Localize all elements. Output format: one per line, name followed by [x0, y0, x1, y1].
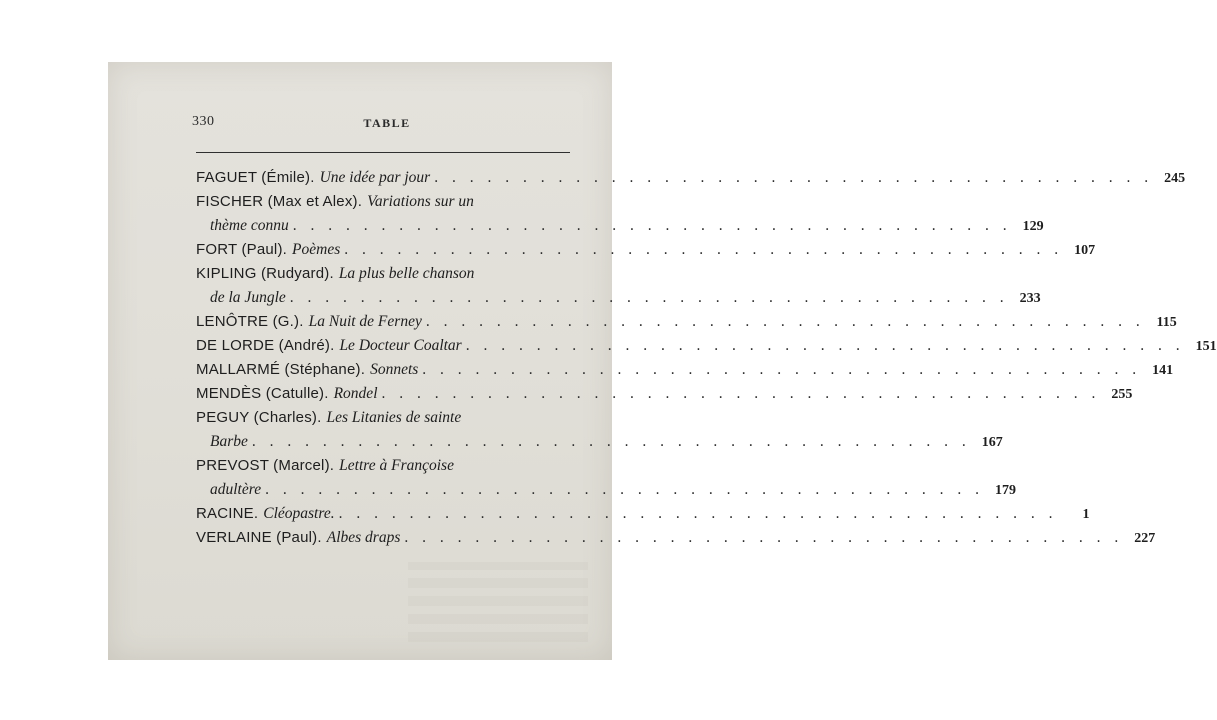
entry-work: Sonnets [370, 361, 419, 378]
entry-work: La plus belle chanson [338, 265, 475, 282]
toc-entry-mallarme [196, 358, 1174, 382]
entry-author: KIPLING (Rudyard). [196, 265, 334, 282]
dot-leader: . . . . . . . . . . . . . . . . . . . . . . . . . . . . . . . . . . . . . . . . . [422, 361, 1142, 378]
entry-author: FORT (Paul). [196, 241, 288, 258]
entry-work-continued: de la Jungle [210, 289, 286, 306]
entry-author: MENDÈS (Catulle). [196, 385, 329, 402]
dot-leader: . . . . . . . . . . . . . . . . . . . . . . . . . . . . . . . . . . . . . . . . . [425, 313, 1145, 330]
entry-work-continued: thème connu [210, 217, 289, 234]
entry-work: Variations sur un [367, 193, 474, 210]
entry-work: Une idée par jour [319, 169, 431, 186]
entry-author: RACINE. [196, 505, 259, 522]
dot-leader: . . . . . . . . . . . . . . . . . . . . . . . . . . . . . . . . . . . . . . . . . [434, 169, 1154, 186]
entry-work: Les Litanies de sainte [326, 409, 462, 426]
dot-leader: . . . . . . . . . . . . . . . . . . . . . . . . . . . . . . . . . . . . . . . . . [292, 217, 1012, 234]
toc-entry-kipling [196, 262, 1041, 310]
toc-entry-fischer [196, 190, 1044, 238]
dot-leader: . . . . . . . . . . . . . . . . . . . . . . . . . . . . . . . . . . . . . . . . . [338, 505, 1058, 522]
toc-entry-faguet [196, 166, 1186, 190]
table-of-contents [196, 166, 1217, 550]
entry-page: 1 [1082, 507, 1090, 522]
toc-entry-fort [196, 238, 1096, 262]
entry-page: 227 [1134, 531, 1156, 546]
dot-leader: . . . . . . . . . . . . . . . . . . . . . . . . . . . . . . . . . . . . . . . . . [251, 433, 971, 450]
entry-page: 255 [1111, 387, 1133, 402]
header-rule [196, 152, 570, 153]
entry-author: MALLARMÉ (Stéphane). [196, 361, 366, 378]
toc-entry-peguy [196, 406, 1003, 454]
entry-page: 151 [1195, 339, 1217, 354]
dot-leader: . . . . . . . . . . . . . . . . . . . . . . . . . . . . . . . . . . . . . . . . . [381, 385, 1101, 402]
dot-leader: . . . . . . . . . . . . . . . . . . . . . . . . . . . . . . . . . . . . . . . . . [465, 337, 1185, 354]
entry-page: 167 [981, 435, 1003, 450]
entry-work: Lettre à Françoise [339, 457, 454, 474]
entry-work: Le Docteur Coaltar [339, 337, 462, 354]
toc-entry-mendes [196, 382, 1133, 406]
entry-author: PEGUY (Charles). [196, 409, 322, 426]
book-page [108, 62, 1217, 660]
entry-work-continued: Barbe [210, 433, 248, 450]
toc-entry-prevost [196, 454, 1016, 502]
entry-page: 115 [1156, 315, 1177, 330]
entry-work: Poèmes [292, 241, 341, 258]
show-through-texture [408, 562, 588, 642]
entry-author: FISCHER (Max et Alex). [196, 193, 363, 210]
entry-author: FAGUET (Émile). [196, 169, 315, 186]
entry-author: LENÔTRE (G.). [196, 313, 304, 330]
dot-leader: . . . . . . . . . . . . . . . . . . . . . . . . . . . . . . . . . . . . . . . . . [404, 529, 1124, 546]
toc-entry-de-lorde [196, 334, 1217, 358]
entry-page: 179 [994, 483, 1016, 498]
page-header [192, 114, 582, 134]
dot-leader: . . . . . . . . . . . . . . . . . . . . . . . . . . . . . . . . . . . . . . . . . [289, 289, 1009, 306]
entry-page: 233 [1019, 291, 1041, 306]
toc-entry-lenotre [196, 310, 1177, 334]
running-title: TABLE [363, 116, 411, 130]
toc-entry-verlaine [196, 526, 1156, 550]
page-number: 330 [192, 114, 215, 129]
entry-work: Cléopastre. [263, 505, 335, 522]
entry-author: PREVOST (Marcel). [196, 457, 335, 474]
dot-leader: . . . . . . . . . . . . . . . . . . . . . . . . . . . . . . . . . . . . . . . . . [265, 481, 984, 498]
entry-page: 107 [1074, 243, 1096, 258]
entry-page: 245 [1164, 171, 1186, 186]
toc-entry-racine [196, 502, 1090, 526]
entry-page: 129 [1022, 219, 1044, 234]
dot-leader: . . . . . . . . . . . . . . . . . . . . . . . . . . . . . . . . . . . . . . . . . [344, 241, 1064, 258]
entry-work: La Nuit de Ferney [308, 313, 422, 330]
entry-author: DE LORDE (André). [196, 337, 335, 354]
entry-work: Rondel [333, 385, 378, 402]
entry-author: VERLAINE (Paul). [196, 529, 322, 546]
entry-work: Albes draps [326, 529, 401, 546]
entry-work-continued: adultère [210, 481, 262, 498]
entry-page: 141 [1152, 363, 1174, 378]
